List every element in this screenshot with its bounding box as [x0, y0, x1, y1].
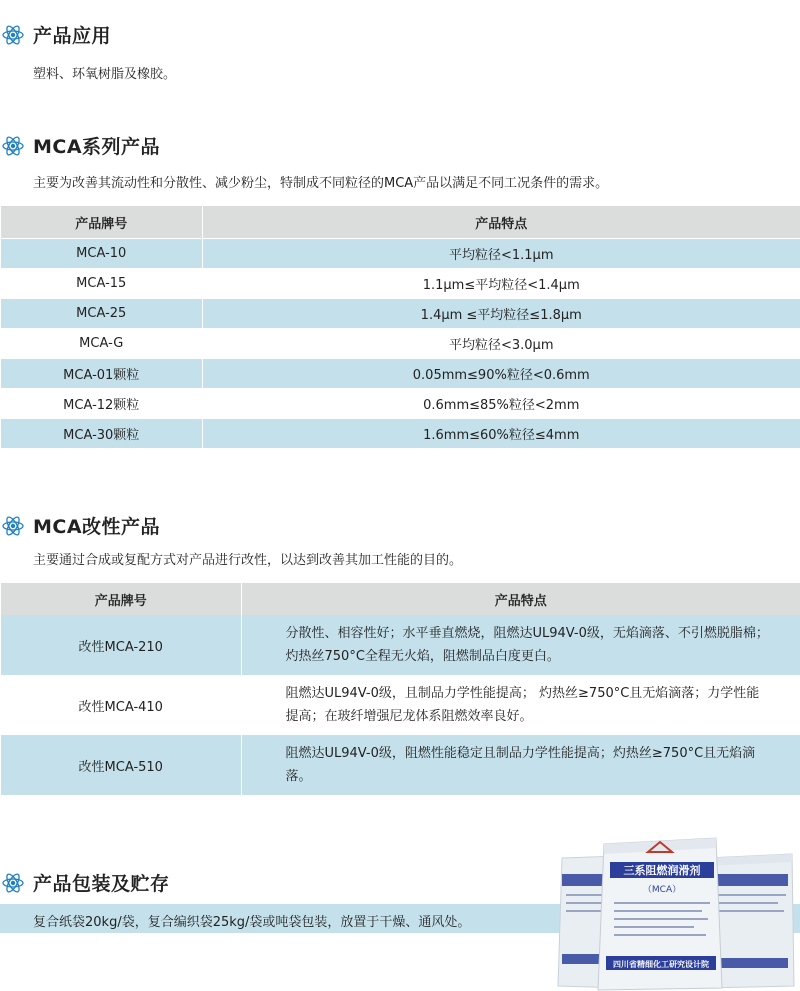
feature-cell: 1.6mm≤60%粒径≤4mm [202, 419, 800, 449]
table-row [1, 615, 800, 675]
table-row [1, 735, 800, 795]
header-grade: 产品牌号 [1, 583, 241, 615]
table-row [1, 419, 800, 449]
modified-intro: 主要通过合成或复配方式对产品进行改性，以达到改善其加工性能的目的。 [33, 553, 463, 568]
feature-cell: 0.6mm≤85%粒径<2mm [202, 389, 800, 419]
table-row [1, 675, 800, 735]
section-title: MCA改性产品 [33, 516, 161, 538]
grade-cell: MCA-25 [1, 299, 202, 329]
feature-cell: 1.1μm≤平均粒径<1.4μm [202, 269, 800, 299]
bag-bottom-text: 四川省精细化工研究设计院 [613, 960, 709, 969]
feature-cell: 阻燃达UL94V-0级，阻燃性能稳定且制品力学性能提高；灼热丝≥750°C且无焰滴落。 [241, 735, 800, 795]
packaging-text: 复合纸袋20kg/袋，复合编织袋25kg/袋或吨袋包装，放置于干燥、通风处。 [33, 915, 471, 930]
feature-cell: 平均粒径<1.1μm [202, 239, 800, 269]
section-title: 产品包装及贮存 [33, 873, 170, 895]
header-feature: 产品特点 [202, 206, 800, 239]
grade-cell: MCA-30颗粒 [1, 419, 202, 449]
product-bags-image [556, 828, 800, 991]
grade-cell: MCA-15 [1, 269, 202, 299]
feature-cell: 分散性、相容性好；水平垂直燃烧，阻燃达UL94V-0级，无焰滴落、不引燃脱脂棉；灼热丝750°C全程无火焰，阻燃制品白度更白。 [241, 615, 800, 675]
grade-cell: 改性MCA-410 [1, 675, 241, 735]
table-row [1, 359, 800, 389]
atom-icon [1, 23, 25, 47]
modified-table [1, 583, 800, 795]
section-title: MCA系列产品 [33, 136, 161, 158]
application-text: 塑料、环氧树脂及橡胶。 [33, 67, 177, 82]
feature-cell: 0.05mm≤90%粒径<0.6mm [202, 359, 800, 389]
feature-cell: 阻燃达UL94V-0级，且制品力学性能提高； 灼热丝≥750°C且无焰滴落；力学性能提高；在玻纤增强尼龙体系阻燃效率良好。 [241, 675, 800, 735]
grade-cell: MCA-G [1, 329, 202, 359]
header-feature: 产品特点 [241, 583, 800, 615]
grade-cell: 改性MCA-210 [1, 615, 241, 675]
table-header-row [1, 583, 800, 615]
atom-icon [1, 134, 25, 158]
table-row [1, 389, 800, 419]
bag-top-text: 三系阻燃润滑剂 [623, 864, 701, 877]
table-row [1, 299, 800, 329]
feature-cell: 平均粒径<3.0μm [202, 329, 800, 359]
table-row [1, 269, 800, 299]
feature-cell: 1.4μm ≤平均粒径≤1.8μm [202, 299, 800, 329]
atom-icon [1, 871, 25, 895]
series-table [1, 206, 800, 449]
table-row [1, 329, 800, 359]
section-heading-packaging [0, 869, 170, 896]
section-title: 产品应用 [33, 25, 112, 47]
series-intro: 主要为改善其流动性和分散性、减少粉尘，特制成不同粒径的MCA产品以满足不同工况条件的需求。 [33, 176, 609, 191]
table-row [1, 239, 800, 269]
table-header-row [1, 206, 800, 239]
bag-product-text: （MCA） [642, 885, 682, 895]
grade-cell: 改性MCA-510 [1, 735, 241, 795]
bag-center [598, 838, 722, 990]
section-heading-application [0, 21, 111, 48]
header-grade: 产品牌号 [1, 206, 202, 239]
grade-cell: MCA-12颗粒 [1, 389, 202, 419]
section-heading-modified [0, 512, 160, 539]
grade-cell: MCA-10 [1, 239, 202, 269]
grade-cell: MCA-01颗粒 [1, 359, 202, 389]
atom-icon [1, 514, 25, 538]
section-heading-series [0, 132, 160, 159]
